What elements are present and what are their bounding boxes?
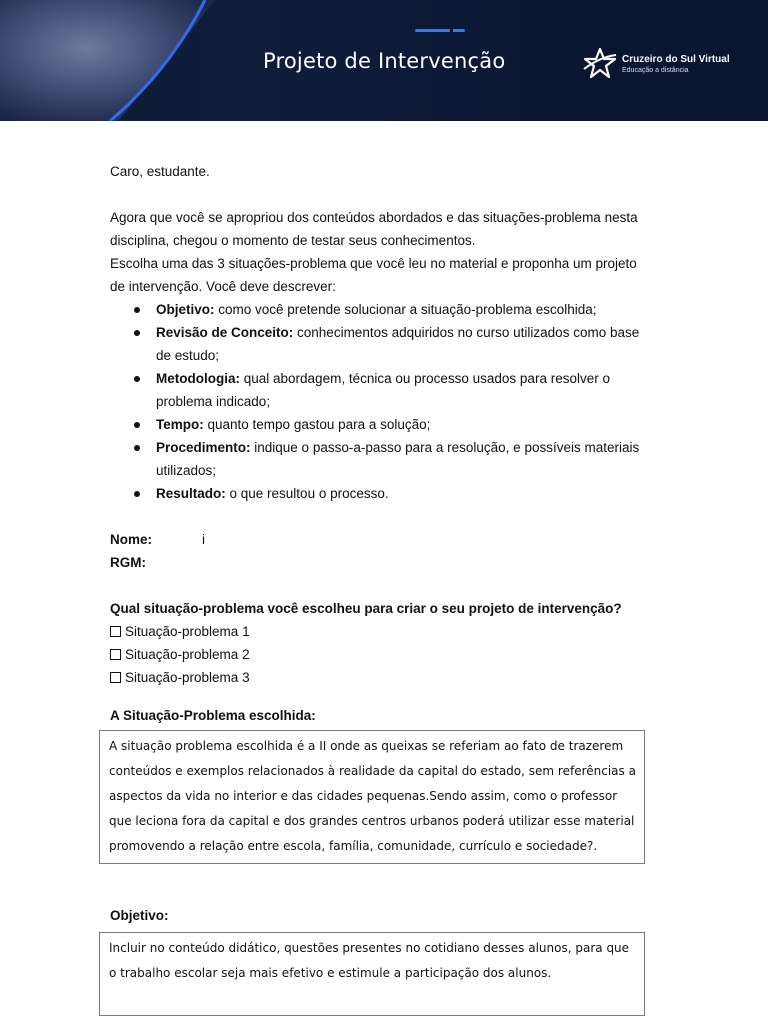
star-logo-icon [582, 47, 618, 79]
requirement-text: o que resultou o processo. [225, 486, 389, 501]
brand-name: Cruzeiro do Sul Virtual [622, 54, 730, 65]
name-label: Nome: [110, 532, 153, 547]
page-title: Projeto de Intervenção [263, 49, 506, 73]
intro-paragraph-1: Agora que você se apropriou dos conteúdos abordados e das situações-problema nesta disciplina, chegou o momento de testar seus conhecimentos. [110, 210, 638, 248]
header-accent-bar [415, 29, 465, 32]
checkbox[interactable] [110, 649, 121, 660]
intro-paragraph-2: Escolha uma das 3 situações-problema que você leu no material e proponha um projeto de intervenção. Você deve descrever: [110, 256, 637, 294]
objective-textbox[interactable]: Incluir no conteúdo didático, questões presentes no cotidiano desses alunos, para que o trabalho escolar seja mais efetivo e estimule a participação dos alunos. [99, 932, 645, 1016]
requirement-term: Tempo: [156, 417, 204, 432]
chosen-problem-textbox[interactable]: A situação problema escolhida é a II onde as queixas se referiam ao fato de trazerem conteúdos e exemplos relacionados à realidade da capital do estado, sem referências a aspectos da vida no interior e das cidades pequenas.Sendo assim, como o professor que leciona fora da capital e dos grandes centros urbanos poderá utilizar esse material promovendo a relação entre escola, família, comunidade, currículo e sociedade?. [99, 730, 645, 864]
list-item [156, 298, 655, 321]
chosen-problem-label: A Situação-Problema escolhida: [110, 708, 316, 723]
option-label: Situação-problema 1 [125, 624, 250, 639]
rgm-label: RGM: [110, 555, 146, 570]
header-banner [0, 0, 768, 121]
requirement-term: Objetivo: [156, 302, 215, 317]
requirement-text: qual abordagem, técnica ou processo usados para resolver o problema indicado; [156, 371, 610, 409]
option-label: Situação-problema 2 [125, 647, 250, 662]
name-value[interactable]: i [202, 532, 205, 547]
checkbox[interactable] [110, 626, 121, 637]
requirement-text: quanto tempo gastou para a solução; [203, 417, 431, 432]
question-heading: Qual situação-problema você escolheu para criar o seu projeto de intervenção? [110, 601, 622, 616]
brand-tagline: Educação a distância [622, 67, 689, 74]
list-item [156, 321, 655, 367]
objective-label: Objetivo: [110, 908, 169, 923]
header-arc-decoration [0, 0, 260, 121]
rgm-field [110, 551, 655, 574]
option-situacao-1[interactable] [110, 620, 655, 643]
option-label: Situação-problema 3 [125, 670, 250, 685]
brand-logo [582, 47, 732, 79]
requirement-text: como você pretende solucionar a situação-problema escolhida; [214, 302, 597, 317]
document-body [110, 160, 655, 1016]
checkbox[interactable] [110, 672, 121, 683]
greeting: Caro, estudante. [110, 164, 210, 179]
requirement-term: Procedimento: [156, 440, 251, 455]
name-field [110, 528, 655, 551]
option-situacao-2[interactable] [110, 643, 655, 666]
list-item [156, 367, 655, 413]
requirement-term: Revisão de Conceito: [156, 325, 294, 340]
requirements-list [110, 298, 655, 505]
list-item [156, 413, 655, 436]
list-item [156, 436, 655, 482]
requirement-term: Metodologia: [156, 371, 240, 386]
requirement-text: conhecimentos adquiridos no curso utilizados como base de estudo; [156, 325, 640, 363]
requirement-term: Resultado: [156, 486, 226, 501]
requirement-text: indique o passo-a-passo para a resolução, e possíveis materiais utilizados; [156, 440, 640, 478]
list-item [156, 482, 655, 505]
option-situacao-3[interactable] [110, 666, 655, 689]
